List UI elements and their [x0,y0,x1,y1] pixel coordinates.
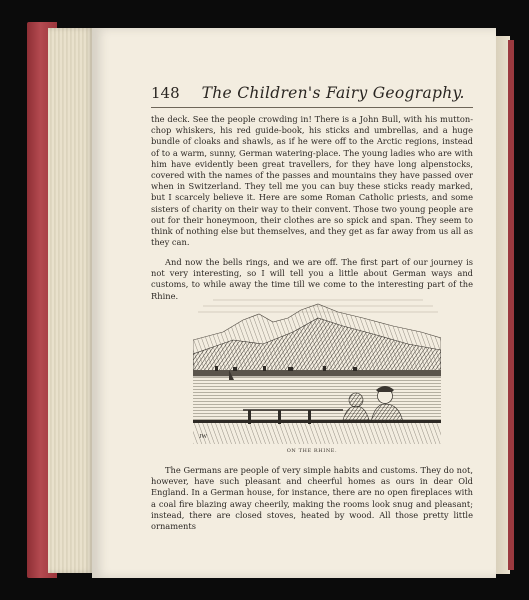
page-edges [48,28,94,573]
figure-caption: ON THE RHINE. [286,448,338,454]
page-number: 148 [151,84,180,102]
running-title: The Children's Fairy Geography. [201,84,465,102]
body-paragraph-1: the deck. See the people crowding in! There is a John Bull, with his mutton-chop whiskers, his red guide-book, his sticks and umbrellas, and a huge bundle of cloaks and shawls, as if he were off to the Arctic regions, instead of to a warm, sunny, German watering-place. The young ladies who are with him have evidently been great travellers, for they have long alpenstocks, covered with the names of the passes and mountains they have passed over when in Switzerland. They tell me you can buy these sticks ready marked, but I scarcely believe it. Here are some Roman Catholic priests, and some sisters of charity on their way to their convent. Those two young people are out for their honeymoon, their clothes are so spick and span. They seem to think of nothing else but themselves, and they get as far away from us all as they can. [151,114,473,248]
artist-monogram: JW [199,434,207,440]
header-rule [151,107,473,108]
page-header [151,84,473,108]
body-paragraph-2: And now the bells rings, and we are off. The first part of our journey is not very interesting, so I will tell you a little about German ways and customs, to while away the time till we come to the interesting part of the Rhine. [151,257,473,301]
book-cover-right [508,40,514,570]
body-paragraph-3: The Germans are people of very simple habits and customs. They do not, however, have such pleasant and cheerful homes as ours in dear Old England. In a German house, for instance, there are no open fireplaces with a coal fire blazing away cheerily, making the rooms look snug and pleasant; instead, there are closed stoves, heated by wood. All those pretty little ornaments [151,465,473,532]
rhine-illustration [193,292,441,444]
